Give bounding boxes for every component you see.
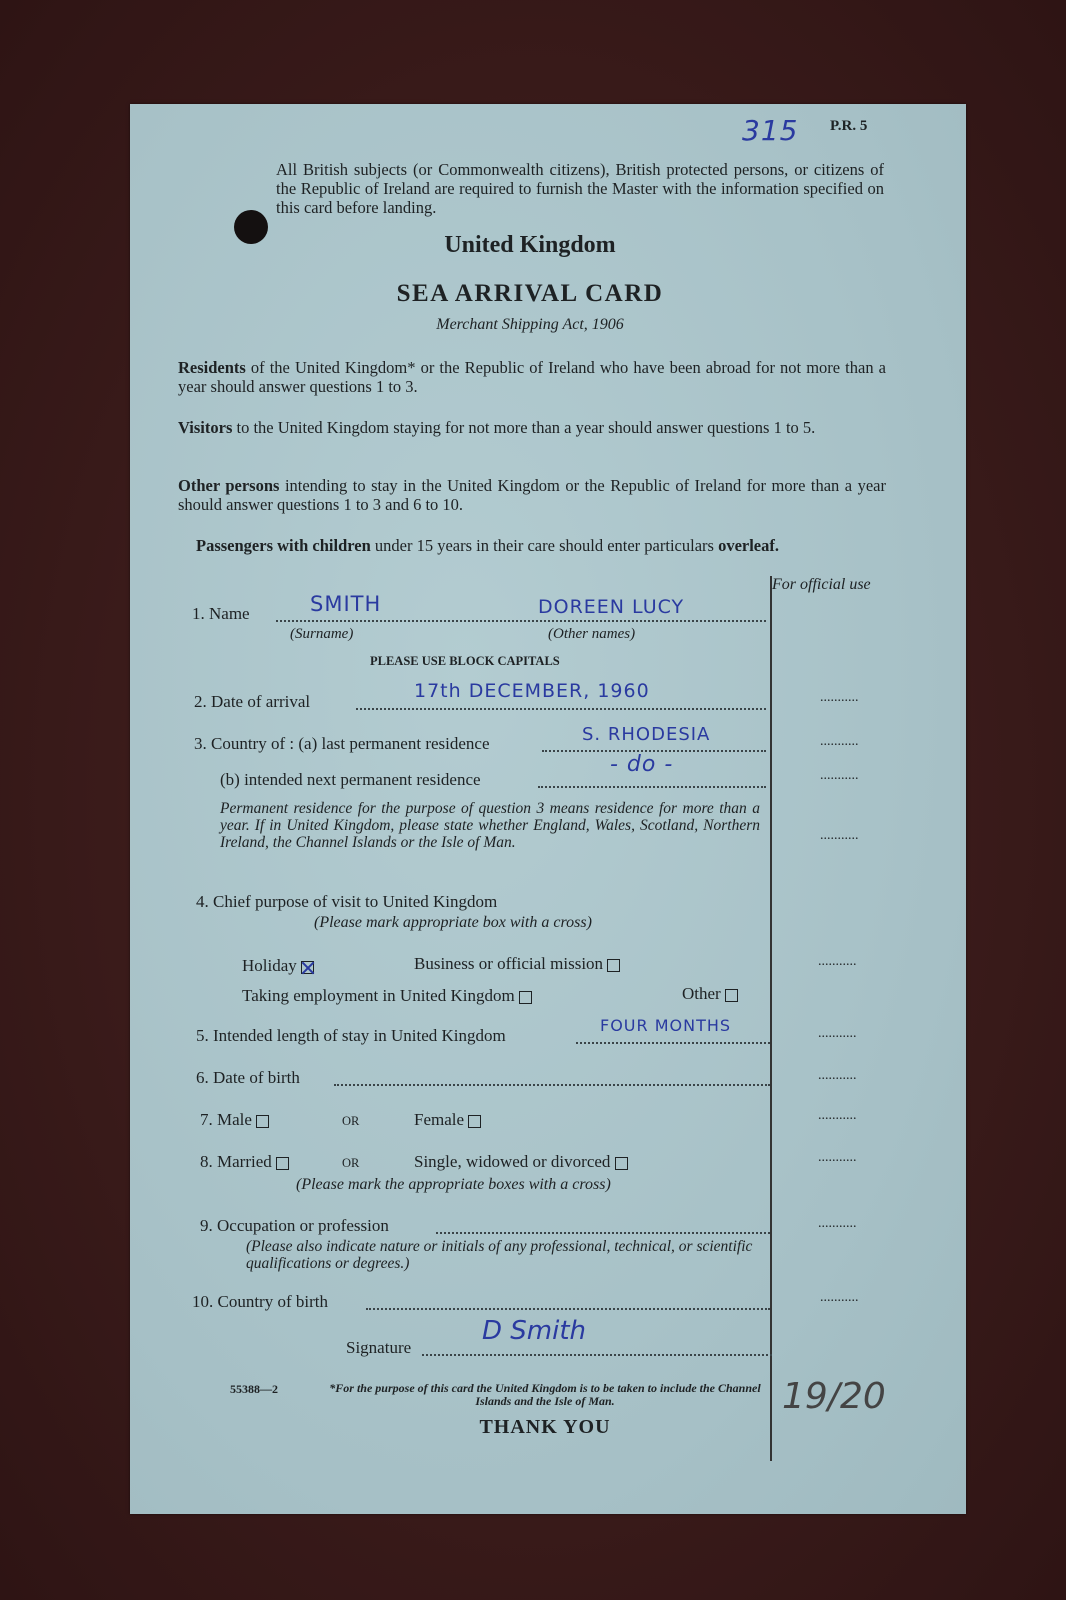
q9-label: 9. Occupation or profession [200,1216,389,1235]
q5-value: FOUR MONTHS [600,1016,732,1035]
q1-surname-caption: (Surname) [290,626,354,642]
q4-employment-label: Taking employment in United Kingdom [242,986,515,1005]
signature-dotted-line [422,1354,772,1356]
q2-dotted-line [356,708,766,710]
residents-heading: Residents [178,358,246,377]
q7-male-option [200,1110,269,1130]
thank-you: THANK YOU [479,1416,611,1438]
intro-text: All British subjects (or Commonwealth citizens), British protected persons, or citizens of the Republic of Ireland are required to furnish the Master with the information specified on this card before landing. [276,160,884,217]
official-dots-9: ........... [818,1216,857,1231]
form-code: P.R. 5 [830,118,868,134]
q6-label: 6. Date of birth [196,1068,300,1087]
q10-label: 10. Country of birth [192,1292,328,1311]
signature-value: D Smith [482,1316,587,1346]
q1-other-names-value: DOREEN LUCY [538,596,685,618]
q5-dotted-line [576,1042,770,1044]
visitors-body: to the United Kingdom staying for not more than a year should answer questions 1 to 5. [232,418,816,437]
official-dots-3b: ........... [820,768,859,783]
q3b-label: (b) intended next permanent residence [220,770,481,789]
footnote: *For the purpose of this card the United Kingdom is to be taken to include the Channel Islands and the Isle of Man. [329,1381,761,1408]
q8-note: (Please mark the appropriate boxes with a cross) [296,1176,611,1193]
arrival-card [130,104,966,1514]
official-dots-7: ........... [818,1108,857,1123]
q4-label: 4. Chief purpose of visit to United Kingdom [196,892,498,911]
q8-or: OR [342,1156,360,1170]
print-code: 55388—2 [230,1382,278,1396]
children-body: under 15 years in their care should enter particulars [370,536,719,555]
children-overleaf: overleaf. [718,536,780,555]
residents-instructions [178,358,886,396]
q5-label: 5. Intended length of stay in United Kingdom [196,1026,506,1045]
q3b-value: - do - [610,752,674,777]
official-dots-10: ........... [820,1290,859,1305]
others-instructions [178,476,886,514]
q3-note: Permanent residence for the purpose of question 3 means residence for more than a year. If in United Kingdom, please state whether England, Wales, Scotland, Northern Ireland, the Channel Islands or the Isle of Man. [220,800,760,851]
q8-married-checkbox[interactable] [276,1157,289,1170]
q7-male-label: 7. Male [200,1110,252,1129]
official-dots-2: ........... [820,690,859,705]
q4-other-checkbox[interactable] [725,989,738,1002]
serial-number: 315 [742,114,799,147]
visitors-heading: Visitors [178,418,233,437]
q9-note: (Please also indicate nature or initials of any professional, technical, or scientific qualifications or degrees.) [246,1238,753,1272]
q1-surname-value: SMITH [310,592,382,616]
q4-other-label: Other [682,984,721,1003]
q4-business-checkbox[interactable] [607,959,620,972]
signature-label: Signature [346,1338,412,1357]
page-title: SEA ARRIVAL CARD [396,280,664,307]
q4-employment-option [242,986,532,1006]
q4-business-option [414,954,620,974]
children-instructions [196,536,896,555]
q8-married-option [200,1152,289,1172]
q2-label: 2. Date of arrival [194,692,311,711]
q7-or: OR [342,1114,360,1128]
q3a-value: S. RHODESIA [582,724,711,745]
q3-label: 3. Country of : (a) last permanent residence [194,734,490,753]
q7-female-checkbox[interactable] [468,1115,481,1128]
reference-number: 19/20 [782,1376,886,1417]
official-dots-5: ........... [818,1026,857,1041]
official-dots-3a: ........... [820,734,859,749]
q3b-dotted-line [538,786,766,788]
q6-dotted-line [334,1084,770,1086]
others-body: intending to stay in the United Kingdom or the Republic of Ireland for more than a year should answer questions 1 to 3 and 6 to 10. [178,476,886,514]
q4-other-option [682,984,738,1004]
others-heading: Other persons [178,476,280,495]
q2-value: 17th DECEMBER, 1960 [414,680,650,702]
q1-other-caption: (Other names) [548,626,636,642]
q1-label: 1. Name [192,604,250,623]
q8-single-option [414,1152,628,1172]
q1-dotted-line [276,620,766,622]
q4-employment-checkbox[interactable] [519,991,532,1004]
visitors-instructions [178,418,886,437]
q4-business-label: Business or official mission [414,954,604,973]
q8-married-label: 8. Married [200,1152,272,1171]
residents-body: of the United Kingdom* or the Republic of Ireland who have been abroad for not more than a year should answer questions 1 to 3. [178,358,886,396]
q4-holiday-checkbox[interactable] [301,961,314,974]
act-reference: Merchant Shipping Act, 1906 [436,316,624,333]
q4-holiday-label: Holiday [242,956,297,975]
q7-female-label: Female [414,1110,465,1129]
official-column-divider [770,576,772,1461]
official-dots-4a: ........... [818,954,857,969]
children-heading: Passengers with children [196,536,371,555]
official-dots-6: ........... [818,1068,857,1083]
q4-holiday-option [242,956,314,976]
title-country: United Kingdom [444,232,616,258]
block-capitals-note: PLEASE USE BLOCK CAPITALS [370,654,560,668]
official-use-heading: For official use [772,576,871,593]
q9-dotted-line [436,1232,770,1234]
q8-single-label: Single, widowed or divorced [414,1152,611,1171]
q4-note: (Please mark appropriate box with a cross) [314,914,592,931]
q8-single-checkbox[interactable] [615,1157,628,1170]
q10-dotted-line [366,1308,770,1310]
official-dots-3c: ........... [820,828,859,843]
official-dots-8: ........... [818,1150,857,1165]
q7-male-checkbox[interactable] [256,1115,269,1128]
q7-female-option [414,1110,481,1130]
